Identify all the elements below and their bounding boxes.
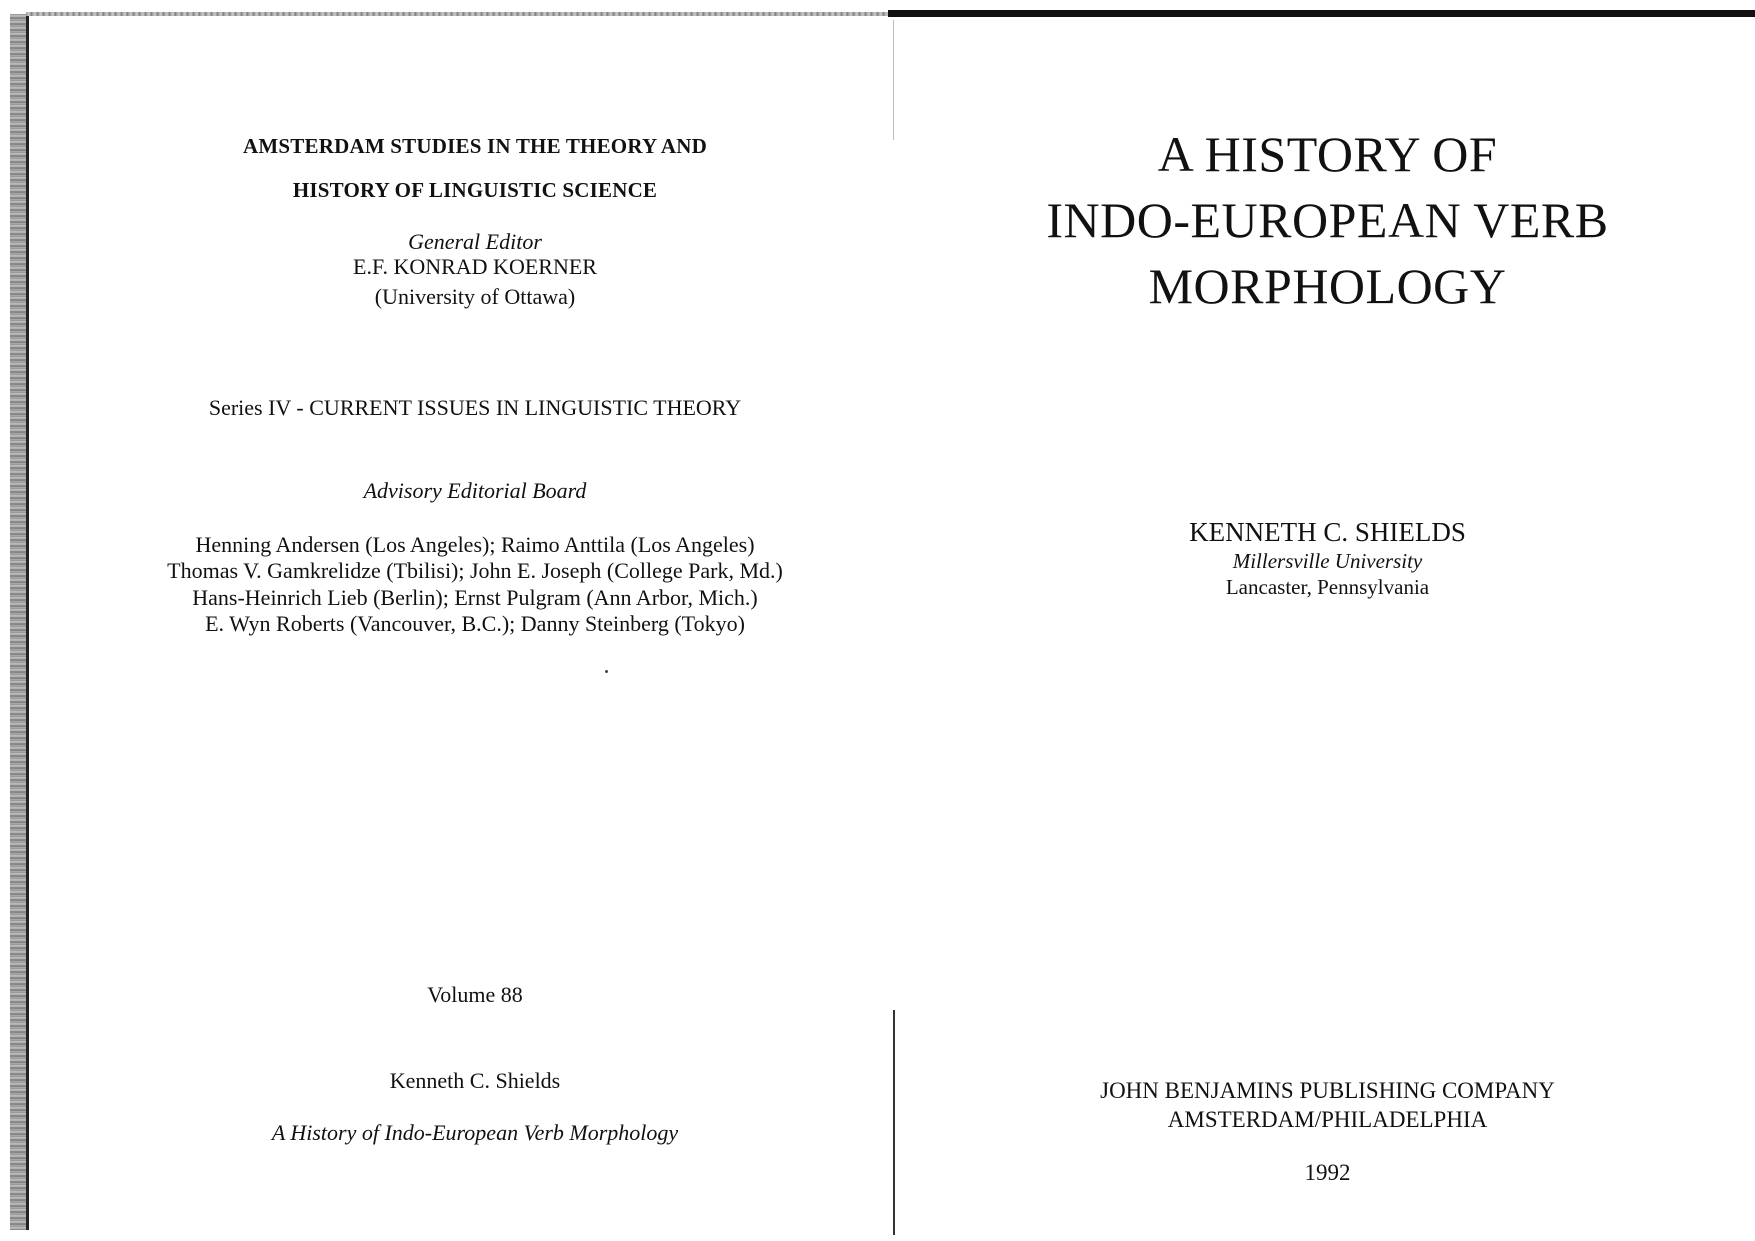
author-location: Lancaster, Pennsylvania [1225, 575, 1430, 599]
advisory-board-member-line: E. Wyn Roberts (Vancouver, B.C.); Danny Steinberg (Tokyo) [205, 611, 745, 636]
scan-edge-line [26, 14, 29, 1230]
left-page [60, 0, 890, 1241]
general-editor-role: General Editor [408, 229, 542, 254]
gutter-line [893, 1010, 895, 1235]
advisory-board-heading: Advisory Editorial Board [363, 478, 587, 503]
gutter-line-top [893, 20, 894, 140]
general-editor-name: E.F. KONRAD KOERNER [353, 254, 597, 279]
publisher-cities: AMSTERDAM/PHILADELPHIA [1167, 1107, 1488, 1132]
main-title-line-3: MORPHOLOGY [1148, 258, 1507, 314]
main-title-line-2: INDO-EUROPEAN VERB [1046, 192, 1609, 248]
series-author: Kenneth C. Shields [389, 1068, 561, 1093]
publisher-name: JOHN BENJAMINS PUBLISHING COMPANY [1100, 1078, 1555, 1103]
series-subtitle: Series IV - CURRENT ISSUES IN LINGUISTIC THEORY [208, 395, 742, 420]
author-affiliation: Millersville University [1232, 549, 1423, 573]
series-book-title: A History of Indo-European Verb Morphology [271, 1120, 679, 1145]
series-title-line-1: AMSTERDAM STUDIES IN THE THEORY AND [243, 134, 707, 158]
main-title-line-1: A HISTORY OF [1157, 126, 1498, 182]
publication-year: 1992 [1304, 1160, 1351, 1185]
series-title-line-2: HISTORY OF LINGUISTIC SCIENCE [292, 178, 658, 202]
volume-number: Volume 88 [427, 982, 523, 1007]
advisory-board-member-line: Thomas V. Gamkrelidze (Tbilisi); John E. Joseph (College Park, Md.) [167, 558, 783, 583]
general-editor-affiliation: (University of Ottawa) [374, 284, 576, 309]
author-name: KENNETH C. SHIELDS [1189, 517, 1466, 547]
advisory-board-member-line: Hans-Heinrich Lieb (Berlin); Ernst Pulgram (Ann Arbor, Mich.) [192, 585, 758, 610]
advisory-board-member-line: Henning Andersen (Los Angeles); Raimo Anttila (Los Angeles) [195, 532, 755, 557]
scan-edge-strip [10, 14, 26, 1230]
right-page [900, 0, 1755, 1241]
